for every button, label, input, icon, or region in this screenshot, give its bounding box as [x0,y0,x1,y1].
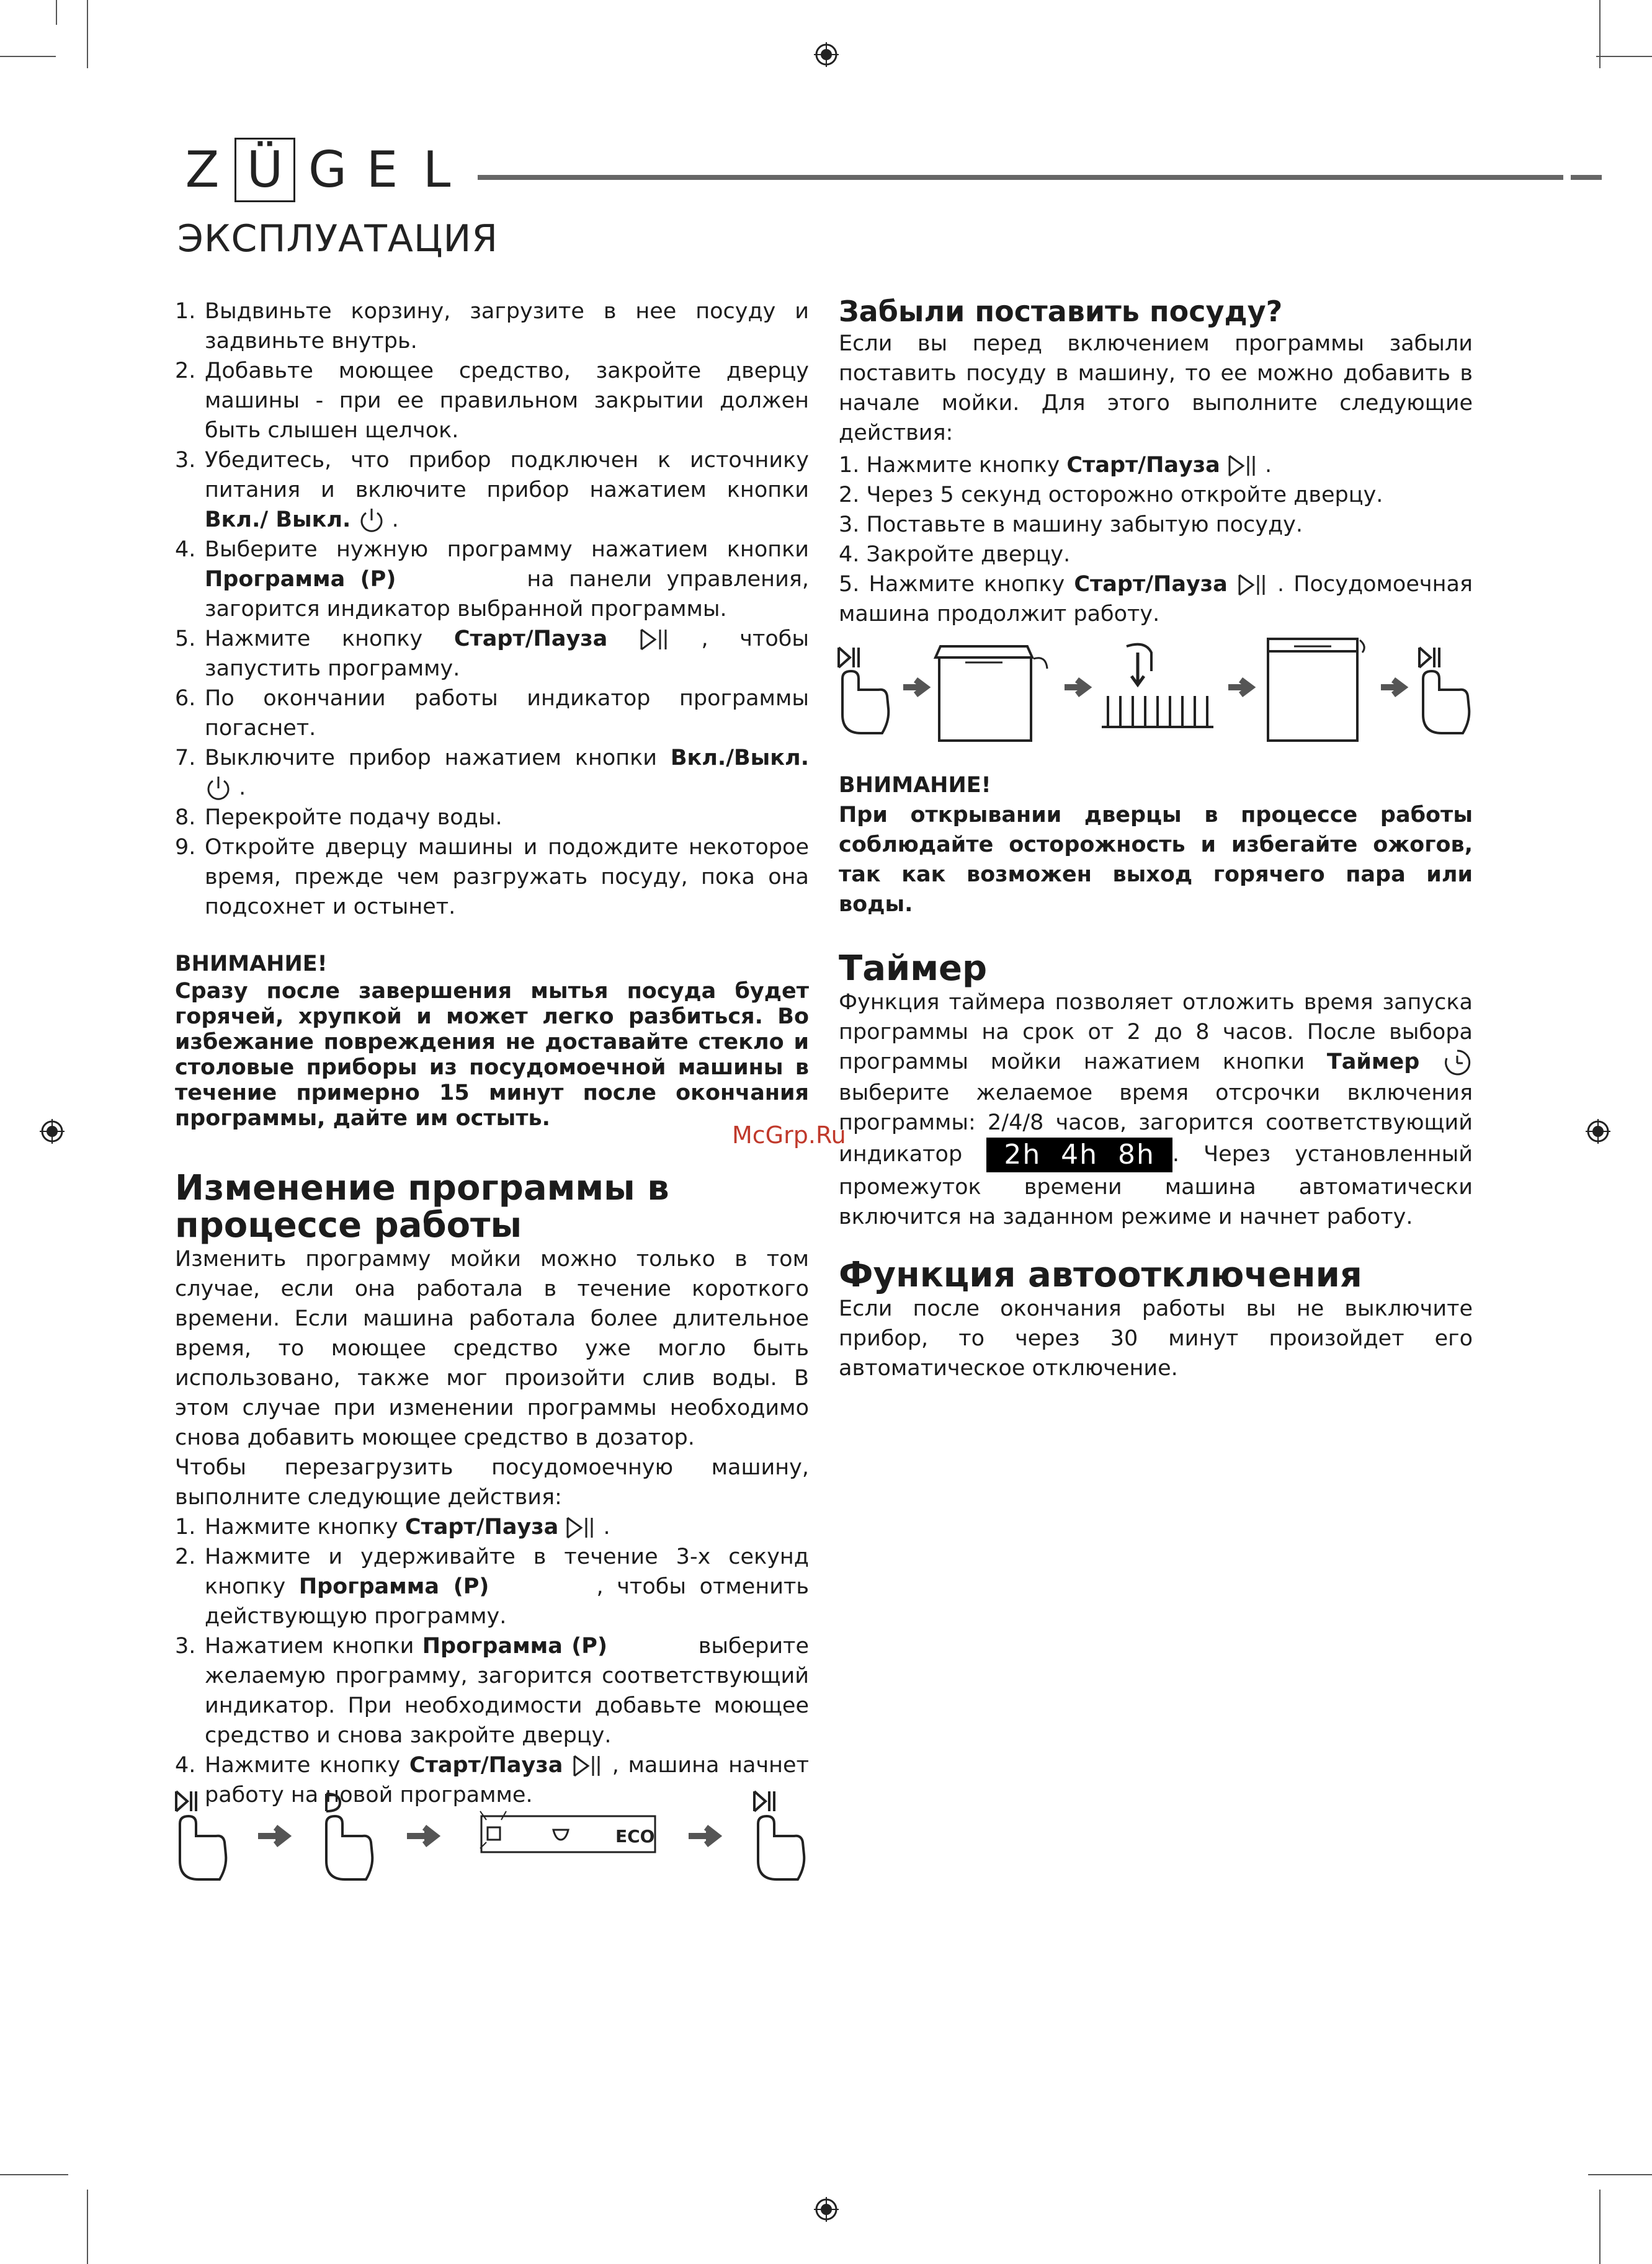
add-dishes-illustration [835,634,1474,746]
registration-mark-icon [814,42,839,67]
crop-mark [56,0,57,25]
list-item: 9. Откройте дверцу машины и подождите некоторое время, прежде чем разгружать посуду, пока она подсохнет и остынет. [175,835,809,919]
list-item: 1. Нажмите кнопку Старт/Пауза . [175,1515,610,1540]
list-item: 5. Нажмите кнопку Старт/Пауза . Посудомоечная машина продолжит работу. [839,572,1473,626]
crop-mark [1588,2174,1652,2175]
timer-icon [1442,1047,1473,1078]
brand-logo [175,138,464,202]
bowl-icon [553,1830,568,1840]
timer-display: 2h 4h 8h [986,1138,1172,1172]
arrow-icon [258,1827,287,1845]
power-icon [205,775,232,802]
crop-mark [1599,2190,1601,2264]
hand-press-icon [326,1794,372,1879]
start-pause-icon [572,1754,603,1778]
crop-mark [87,0,88,68]
hand-press-icon [839,648,888,733]
change-steps [175,1512,809,1810]
list-item: 4. Нажмите кнопку Старт/Пауза , машина начнет работу на новой программе. [175,1753,809,1807]
paragraph: Изменить программу мойки можно только в том случае, если она работала в течение короткого времени. Если машина работала более длительное время, то моющее средство уже могло быть использовано, также мог произойти слив воды. В этом случае при изменении программы необходимо снова добавить моющее средство в дозатор. [175,1247,809,1450]
list-item: 8. Перекройте подачу воды. [175,805,502,830]
brand-letter: Z [185,141,220,198]
registration-mark-icon [1586,1119,1610,1144]
change-program-illustration [171,1786,816,1886]
list-item: 2. Добавьте моющее средство, закройте дверцу машины - при ее правильном закрытии должен быть слышен щелчок. [175,359,809,443]
start-pause-icon [639,627,670,652]
warning-title: ВНИМАНИЕ! [839,773,991,798]
page-title: ЭКСПЛУАТАЦИЯ [177,217,499,261]
arrow-icon [407,1827,435,1845]
power-icon [358,507,385,534]
header-rule [478,175,1563,180]
section-heading: Забыли поставить посуду? [839,295,1283,328]
operation-steps [175,296,809,922]
crop-mark [87,2190,88,2264]
arrow-icon [689,1827,717,1845]
section-heading: Таймер [839,948,988,989]
list-item: 1. Выдвиньте корзину, загрузите в нее посуду и задвиньте внутрь. [175,299,809,354]
brand-letter: Ü [234,138,295,202]
warning-title: ВНИМАНИЕ! [175,952,328,976]
right-column-lower [839,770,1473,1383]
paragraph: Чтобы перезагрузить посудомоечную машину, выполните следующие действия: [175,1455,809,1510]
arrow-icon [1228,680,1251,695]
list-item: 5. Нажмите кнопку Старт/Пауза , чтобы запустить программу. [175,626,809,681]
hand-press-icon [1419,648,1469,733]
start-pause-icon [1227,453,1258,478]
list-item: 2. Нажмите и удерживайте в течение 3-х секунд кнопку Программа (P) , чтобы отменить действующую программу. [175,1544,809,1629]
pot-icon [488,1827,500,1840]
crop-mark [0,56,56,57]
list-item: 4. Закройте дверцу. [839,542,1071,567]
paragraph: Если вы перед включением программы забыли поставить посуду в машину, то ее можно добавить в начале мойки. Для этого выполните следующие действия: [839,331,1473,445]
control-panel-icon [480,1811,655,1852]
list-item: 1. Нажмите кнопку Старт/Пауза . [839,453,1272,478]
dishwasher-open-icon [935,646,1047,741]
list-item: 3. Поставьте в машину забытую посуду. [839,512,1303,537]
hand-press-icon [176,1791,226,1879]
list-item: 3. Убедитесь, что прибор подключен к источнику питания и включите прибор нажатием кнопки Вкл./ Выкл. . [175,445,809,535]
arrow-icon [903,680,926,695]
list-item: 4. Выберите нужную программу нажатием кнопки Программа (P) на панели управления, загорится индикатор выбранной программы. [175,537,809,622]
eco-label: ECO [615,1826,655,1847]
list-item: 3. Нажатием кнопки Программа (P) выберите желаемую программу, загорится соответствующий индикатор. При необходимости добавьте моющее средство и снова закройте дверцу. [175,1634,809,1748]
warning-text: Сразу после завершения мытья посуда будет горячей, хрупкой и может легко разбиться. Во избежание повреждения не доставайте стекло и столовые приборы из посудомоечной машины в течение примерно 15 минут после окончания программы, дайте им остыть. [175,979,809,1131]
forgot-steps [839,450,1473,629]
start-pause-icon [1237,573,1268,597]
registration-mark-icon [814,2197,839,2222]
dishwasher-closed-icon [1268,639,1364,741]
watermark: McGrp.Ru [732,1121,846,1149]
paragraph: Функция таймера позволяет отложить время запуска программы на срок от 2 до 8 часов. После выбора программы мойки нажатием кнопки Таймер выберите желаемое время отсрочки включения программы: 2/4/8 часов, загорится соответствующий индикатор 2h 4h 8h . Через установленный промежуток времени машина автоматически включится на заданном режиме и начнет работу. [839,990,1473,1229]
section-heading: Изменение программы в [175,1168,669,1208]
brand-letter: L [422,141,451,198]
left-column [175,296,809,1810]
paragraph: Если после окончания работы вы не выключите прибор, то через 30 минут произойдет его автоматическое отключение. [839,1296,1473,1381]
section-heading: Функция автоотключения [839,1255,1362,1295]
start-pause-icon [565,1515,596,1540]
list-item: 6. По окончании работы индикатор программы погаснет. [175,686,809,741]
right-column [839,294,1473,629]
brand-letter: E [366,141,398,198]
hand-press-icon [754,1791,804,1879]
registration-mark-icon [40,1119,65,1144]
section-heading: процессе работы [175,1205,522,1246]
brand-letter: G [308,141,347,198]
list-item: 7. Выключите прибор нажатием кнопки Вкл./Выкл. . [175,743,809,803]
arrow-icon [1381,680,1403,695]
warning-text: При открывании дверцы в процессе работы соблюдайте осторожность и избегайте ожогов, так как возможен выход горячего пара или воды. [839,803,1473,917]
list-item: 2. Через 5 секунд осторожно откройте дверцу. [839,483,1383,507]
crop-mark [1599,0,1601,68]
crop-mark [0,2174,68,2175]
dish-rack-icon [1102,644,1213,727]
header-rule [1571,175,1602,180]
arrow-icon [1065,680,1087,695]
crop-mark [1596,56,1652,57]
